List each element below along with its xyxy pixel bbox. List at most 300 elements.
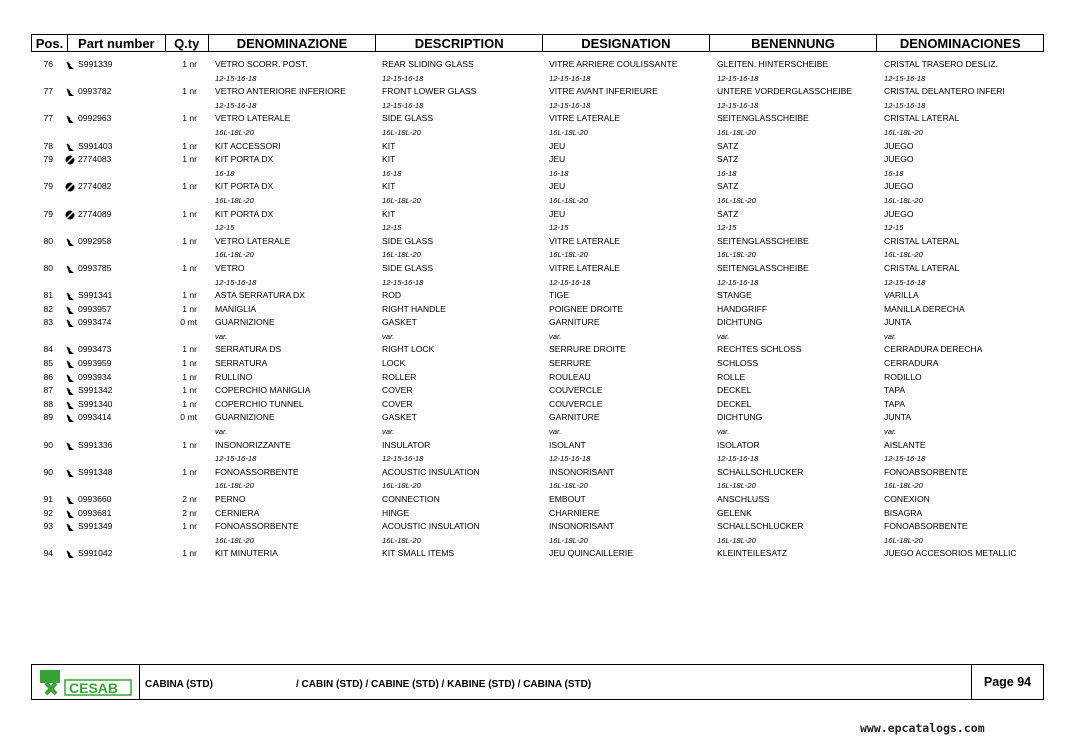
row-cell: ACOUSTIC INSULATION: [382, 466, 480, 477]
table-row: [31, 547, 1044, 561]
row-cell: VETRO ANTERIORE INFERIORE: [215, 86, 346, 97]
row-variant: var.: [215, 427, 228, 437]
parts-table: [31, 58, 1044, 561]
row-variant: 16L-18L-20: [215, 250, 254, 260]
row-cell: SCHALLSCHLUCKER: [717, 466, 804, 477]
row-qty: 1 nr: [182, 59, 197, 69]
row-cell: VITRE LATERALE: [549, 262, 620, 273]
header-pos: Pos.: [32, 35, 68, 51]
row-cell: VETRO: [215, 262, 245, 273]
row-cell: ROULEAU: [549, 371, 591, 382]
row-cell: DECKEL: [717, 385, 752, 396]
row-part-number[interactable]: 0993660: [78, 494, 112, 504]
row-part-number[interactable]: 0993782: [78, 86, 112, 97]
row-part-number[interactable]: 2774082: [78, 181, 112, 192]
table-row-variant: [31, 194, 1044, 208]
row-cell: ACOUSTIC INSULATION: [382, 521, 480, 532]
row-pos: 83: [43, 317, 53, 328]
row-cell: BISAGRA: [884, 507, 923, 518]
row-variant: var.: [549, 427, 562, 437]
row-cell: RIGHT LOCK: [382, 344, 435, 355]
table-row-variant: [31, 99, 1044, 113]
row-variant: 12-15: [717, 223, 737, 233]
row-cell: HINGE: [382, 507, 410, 518]
page-footer: [31, 664, 1044, 700]
row-variant: 16L-18L-20: [215, 481, 254, 491]
row-part-number[interactable]: 0993959: [78, 358, 112, 369]
row-variant: 16L-18L-20: [884, 481, 923, 491]
row-pos: 79: [43, 181, 53, 192]
row-cell: ISOLANT: [549, 439, 586, 450]
row-cell: POIGNEE DROITE: [549, 303, 624, 314]
cesab-logo: [32, 665, 140, 699]
row-pos: 89: [43, 412, 53, 423]
header-description: DESCRIPTION: [376, 35, 543, 51]
row-cell: JEU: [549, 140, 566, 151]
row-cell: JUEGO: [884, 208, 914, 219]
row-cell: MANIGLIA: [215, 303, 257, 314]
row-part-number[interactable]: S991342: [78, 385, 113, 396]
row-cell: CRISTAL LATERAL: [884, 262, 960, 273]
row-cell: KIT PORTA DX: [215, 181, 274, 192]
row-pos: 92: [43, 507, 53, 518]
table-row-variant: [31, 221, 1044, 235]
table-row-variant: [31, 248, 1044, 262]
table-row-variant: [31, 330, 1044, 344]
row-qty: 1 nr: [182, 439, 197, 450]
row-pos: 88: [43, 398, 53, 409]
row-cell: GLEITEN. HINTERSCHEIBE: [717, 59, 829, 69]
row-variant: 16L-18L-20: [717, 127, 756, 137]
row-part-number[interactable]: 0993474: [78, 317, 112, 328]
table-row-variant: [31, 425, 1044, 439]
table-row-variant: [31, 276, 1044, 290]
row-cell: JUNTA: [884, 412, 912, 423]
table-row: [31, 262, 1044, 276]
row-cell: VETRO LATERALE: [215, 113, 291, 124]
header-benennung: BENENNUNG: [710, 35, 878, 51]
part-icon: [66, 400, 76, 410]
row-qty: 1 nr: [182, 358, 197, 369]
row-cell: VARILLA: [884, 290, 919, 301]
row-variant: 16L-18L-20: [549, 127, 588, 137]
row-cell: RULLINO: [215, 371, 253, 382]
row-pos: 90: [43, 466, 53, 477]
row-variant: 16L-18L-20: [549, 535, 588, 545]
row-pos: 81: [43, 290, 53, 301]
header-denominazione: DENOMINAZIONE: [209, 35, 377, 51]
table-row: [31, 520, 1044, 534]
row-cell: EMBOUT: [549, 494, 586, 504]
row-cell: VITRE ARRIERE COULISSANTE: [549, 59, 678, 69]
table-row: [31, 208, 1044, 222]
part-icon: [66, 87, 76, 97]
row-cell: CRISTAL LATERAL: [884, 113, 960, 124]
table-row: [31, 357, 1044, 371]
row-variant: 12-15-16-18: [884, 277, 926, 287]
row-variant: var.: [884, 331, 897, 341]
part-icon: [66, 509, 76, 519]
row-cell: DICHTUNG: [717, 412, 763, 423]
row-cell: INSONORISANT: [549, 521, 615, 532]
row-pos: 86: [43, 371, 53, 382]
row-pos: 77: [43, 113, 53, 124]
row-qty: 0 mt: [180, 317, 197, 328]
row-variant: 16L-18L-20: [382, 481, 421, 491]
row-variant: var.: [382, 331, 395, 341]
row-cell: AISLANTE: [884, 439, 926, 450]
row-cell: KIT ACCESSORI: [215, 140, 281, 151]
row-part-number[interactable]: 0993957: [78, 303, 112, 314]
row-cell: ANSCHLUSS: [717, 494, 770, 504]
row-cell: SERRATURA DS: [215, 344, 282, 355]
row-pos: 80: [43, 235, 53, 246]
row-cell: GELENK: [717, 507, 752, 518]
row-cell: JUEGO: [884, 140, 914, 151]
row-part-number[interactable]: 0993934: [78, 371, 112, 382]
row-variant: 16L-18L-20: [717, 481, 756, 491]
part-icon: [66, 291, 76, 301]
kit-icon: [65, 155, 75, 165]
row-cell: TAPA: [884, 398, 906, 409]
row-cell: COUVERCLE: [549, 398, 603, 409]
row-variant: 12-15: [884, 223, 904, 233]
row-pos: 87: [43, 385, 53, 396]
row-variant: 16-18: [884, 168, 904, 178]
row-pos: 90: [43, 439, 53, 450]
row-cell: SATZ: [717, 154, 739, 165]
part-icon: [66, 60, 76, 70]
row-cell: JUEGO: [884, 154, 914, 165]
row-variant: 16-18: [215, 168, 235, 178]
table-row: [31, 289, 1044, 303]
row-cell: TAPA: [884, 385, 906, 396]
row-cell: FONOABSORBENTE: [884, 521, 968, 532]
row-cell: RIGHT HANDLE: [382, 303, 446, 314]
row-variant: 12-15-16-18: [549, 277, 591, 287]
table-row: [31, 235, 1044, 249]
row-cell: JEU: [549, 154, 566, 165]
row-variant: 16L-18L-20: [549, 481, 588, 491]
row-variant: 12-15: [549, 223, 569, 233]
row-variant: 16L-18L-20: [884, 535, 923, 545]
table-row: [31, 316, 1044, 330]
row-variant: 16L-18L-20: [549, 250, 588, 260]
header-designation: DESIGNATION: [543, 35, 710, 51]
table-row: [31, 371, 1044, 385]
row-variant: 12-15-16-18: [884, 454, 926, 464]
row-cell: GASKET: [382, 412, 417, 423]
row-qty: 2 nr: [182, 494, 197, 504]
part-icon: [66, 114, 76, 124]
row-cell: CRISTAL LATERAL: [884, 235, 960, 246]
row-cell: COPERCHIO MANIGLIA: [215, 385, 311, 396]
row-cell: SIDE GLASS: [382, 235, 434, 246]
row-part-number[interactable]: 0993473: [78, 344, 112, 355]
row-variant: 16-18: [549, 168, 569, 178]
row-variant: 16L-18L-20: [884, 127, 923, 137]
table-row: [31, 303, 1044, 317]
page-number: Page 94: [971, 665, 1043, 699]
row-part-number[interactable]: S991339: [78, 59, 113, 69]
row-part-number[interactable]: 0993681: [78, 507, 112, 518]
row-variant: 12-15-16-18: [382, 277, 424, 287]
row-cell: KLEINTEILESATZ: [717, 548, 788, 559]
footer-subtitle: / CABIN (STD) / CABINE (STD) / KABINE (STD) / CABINA (STD): [296, 679, 592, 690]
row-cell: HANDGRIFF: [717, 303, 768, 314]
row-part-number[interactable]: 0993414: [78, 412, 112, 423]
row-variant: 16-18: [717, 168, 737, 178]
row-qty: 1 nr: [182, 371, 197, 382]
row-cell: SIDE GLASS: [382, 113, 434, 124]
row-pos: 84: [43, 344, 53, 355]
table-row-variant: [31, 452, 1044, 466]
row-cell: FONOABSORBENTE: [884, 466, 968, 477]
row-cell: KIT: [382, 181, 396, 192]
row-variant: 16L-18L-20: [884, 250, 923, 260]
row-cell: LOCK: [382, 358, 406, 369]
table-row: [31, 466, 1044, 480]
row-variant: 16L-18L-20: [717, 535, 756, 545]
row-pos: 77: [43, 86, 53, 97]
kit-icon: [65, 210, 75, 220]
row-part-number[interactable]: S991348: [78, 466, 113, 477]
row-cell: JUEGO ACCESORIOS METALLIC: [884, 548, 1017, 559]
forklift-icon: [32, 665, 139, 699]
row-cell: CERNIERA: [215, 507, 260, 518]
row-qty: 1 nr: [182, 290, 197, 301]
row-cell: COVER: [382, 385, 413, 396]
row-variant: 12-15-16-18: [717, 100, 759, 110]
part-icon: [66, 359, 76, 369]
row-cell: REAR SLIDING GLASS: [382, 59, 474, 69]
row-variant: 12-15-16-18: [215, 73, 257, 83]
row-cell: DECKEL: [717, 398, 752, 409]
row-part-number[interactable]: S991042: [78, 548, 113, 559]
row-cell: KIT: [382, 208, 396, 219]
logo-text: CESAB: [69, 680, 119, 696]
table-row: [31, 507, 1044, 521]
part-icon: [66, 522, 76, 532]
row-cell: SEITENGLASSCHEIBE: [717, 262, 809, 273]
header-denominaciones: DENOMINACIONES: [899, 35, 1021, 51]
row-cell: RODILLO: [884, 371, 922, 382]
row-cell: ROD: [382, 290, 402, 301]
row-cell: COVER: [382, 398, 413, 409]
row-cell: SATZ: [717, 208, 739, 219]
row-qty: 1 nr: [182, 521, 197, 532]
row-qty: 1 nr: [182, 86, 197, 97]
row-cell: CERRADURA DERECHA: [884, 344, 983, 355]
row-cell: ROLLER: [382, 371, 417, 382]
row-part-number[interactable]: S991349: [78, 521, 113, 532]
part-icon: [66, 318, 76, 328]
row-cell: COPERCHIO TUNNEL: [215, 398, 304, 409]
row-variant: var.: [215, 331, 228, 341]
part-icon: [66, 468, 76, 478]
row-part-number[interactable]: S991336: [78, 439, 113, 450]
row-cell: INSONORISANT: [549, 466, 615, 477]
table-row: [31, 153, 1044, 167]
row-cell: INSONORIZZANTE: [215, 439, 291, 450]
row-cell: KIT: [382, 140, 396, 151]
row-cell: FRONT LOWER GLASS: [382, 86, 477, 97]
row-variant: 12-15-16-18: [382, 73, 424, 83]
row-cell: KIT PORTA DX: [215, 208, 274, 219]
row-qty: 1 nr: [182, 385, 197, 396]
row-variant: 12-15-16-18: [717, 454, 759, 464]
row-cell: KIT SMALL ITEMS: [382, 548, 455, 559]
row-cell: JEU: [549, 208, 566, 219]
row-pos: 79: [43, 208, 53, 219]
row-cell: SERRATURA: [215, 358, 268, 369]
row-cell: FONOASSORBENTE: [215, 466, 299, 477]
row-pos: 93: [43, 521, 53, 532]
part-icon: [66, 549, 76, 559]
watermark-url[interactable]: www.epcatalogs.com: [860, 721, 985, 735]
table-row-variant: [31, 167, 1044, 181]
row-part-number[interactable]: 2774083: [78, 154, 112, 165]
row-cell: SEITENGLASSCHEIBE: [717, 113, 809, 124]
row-variant: 16L-18L-20: [717, 195, 756, 205]
row-variant: 16L-18L-20: [382, 535, 421, 545]
row-cell: RECHTES SCHLOSS: [717, 344, 802, 355]
table-row: [31, 398, 1044, 412]
row-part-number[interactable]: 0992958: [78, 235, 112, 246]
header-qty: Q.ty: [166, 35, 209, 51]
part-icon: [66, 413, 76, 423]
row-cell: STANGE: [717, 290, 752, 301]
table-row-variant: [31, 72, 1044, 86]
row-pos: 91: [43, 494, 53, 504]
row-cell: COUVERCLE: [549, 385, 603, 396]
row-pos: 94: [43, 548, 53, 559]
table-header: [31, 34, 1044, 52]
row-variant: 12-15-16-18: [549, 100, 591, 110]
row-qty: 1 nr: [182, 548, 197, 559]
row-cell: ASTA SERRATURA DX: [215, 290, 305, 301]
table-row: [31, 180, 1044, 194]
row-cell: TIGE: [549, 290, 570, 301]
row-pos: 85: [43, 358, 53, 369]
row-variant: 12-15: [215, 223, 235, 233]
part-icon: [66, 441, 76, 451]
row-cell: GASKET: [382, 317, 417, 328]
row-cell: KIT MINUTERIA: [215, 548, 278, 559]
row-variant: var.: [382, 427, 395, 437]
row-cell: GUARNIZIONE: [215, 412, 275, 423]
table-row-variant: [31, 126, 1044, 140]
table-row: [31, 85, 1044, 99]
row-variant: var.: [717, 427, 730, 437]
row-cell: FONOASSORBENTE: [215, 521, 299, 532]
part-icon: [66, 264, 76, 274]
footer-title: CABINA (STD): [145, 679, 213, 690]
table-row: [31, 439, 1044, 453]
row-qty: 1 nr: [182, 344, 197, 355]
row-cell: CHARNIERE: [549, 507, 600, 518]
row-cell: MANILLA DERECHA: [884, 303, 965, 314]
part-icon: [66, 142, 76, 152]
table-row-variant: [31, 479, 1044, 493]
row-cell: SERRURE: [549, 358, 592, 369]
row-cell: VITRE LATERALE: [549, 235, 620, 246]
row-cell: CRISTAL TRASERO DESLIZ.: [884, 59, 998, 69]
row-part-number[interactable]: 0993785: [78, 262, 112, 273]
row-cell: ROLLE: [717, 371, 746, 382]
row-variant: 12-15-16-18: [215, 277, 257, 287]
row-part-number[interactable]: S991341: [78, 290, 113, 301]
row-variant: 12-15-16-18: [884, 73, 926, 83]
row-variant: var.: [884, 427, 897, 437]
row-cell: GUARNIZIONE: [215, 317, 275, 328]
row-variant: 12-15-16-18: [717, 277, 759, 287]
part-icon: [66, 345, 76, 355]
row-cell: CONNECTION: [382, 494, 440, 504]
row-cell: SIDE GLASS: [382, 262, 434, 273]
part-icon: [66, 386, 76, 396]
row-cell: INSULATOR: [382, 439, 431, 450]
table-row: [31, 58, 1044, 72]
row-cell: DICHTUNG: [717, 317, 763, 328]
row-qty: 1 nr: [182, 262, 197, 273]
row-qty: 1 nr: [182, 466, 197, 477]
row-pos: 80: [43, 262, 53, 273]
row-variant: 16L-18L-20: [215, 195, 254, 205]
row-cell: SCHALLSCHLUCKER: [717, 521, 804, 532]
row-cell: VITRE AVANT INFERIEURE: [549, 86, 658, 97]
row-part-number[interactable]: S991340: [78, 398, 113, 409]
row-cell: KIT PORTA DX: [215, 154, 274, 165]
header-part-number: Part number: [68, 35, 166, 51]
row-variant: 12-15-16-18: [717, 73, 759, 83]
row-variant: 16L-18L-20: [215, 127, 254, 137]
row-variant: var.: [717, 331, 730, 341]
row-cell: SATZ: [717, 140, 739, 151]
row-qty: 1 nr: [182, 181, 197, 192]
table-row: [31, 112, 1044, 126]
table-row-variant: [31, 534, 1044, 548]
row-cell: JUEGO: [884, 181, 914, 192]
table-row: [31, 384, 1044, 398]
row-variant: 12-15-16-18: [215, 454, 257, 464]
row-qty: 2 nr: [182, 507, 197, 518]
row-part-number[interactable]: S991403: [78, 140, 113, 151]
row-cell: JEU: [549, 181, 566, 192]
row-part-number[interactable]: 0992963: [78, 113, 112, 124]
row-variant: 16L-18L-20: [215, 535, 254, 545]
row-qty: 1 nr: [182, 235, 197, 246]
row-pos: 78: [43, 140, 53, 151]
part-icon: [66, 373, 76, 383]
row-qty: 1 nr: [182, 140, 197, 151]
row-qty: 1 nr: [182, 208, 197, 219]
row-variant: 12-15: [382, 223, 402, 233]
row-pos: 76: [43, 59, 53, 69]
row-variant: 16L-18L-20: [717, 250, 756, 260]
row-qty: 1 nr: [182, 113, 197, 124]
row-cell: SCHLOSS: [717, 358, 759, 369]
row-part-number[interactable]: 2774089: [78, 208, 112, 219]
row-variant: 12-15-16-18: [215, 100, 257, 110]
row-variant: 16L-18L-20: [382, 127, 421, 137]
row-cell: JEU QUINCAILLERIE: [549, 548, 634, 559]
row-pos: 79: [43, 154, 53, 165]
row-cell: KIT: [382, 154, 396, 165]
row-cell: CRISTAL DELANTERO INFERI: [884, 86, 1005, 97]
kit-icon: [65, 182, 75, 192]
row-qty: 0 mt: [180, 412, 197, 423]
